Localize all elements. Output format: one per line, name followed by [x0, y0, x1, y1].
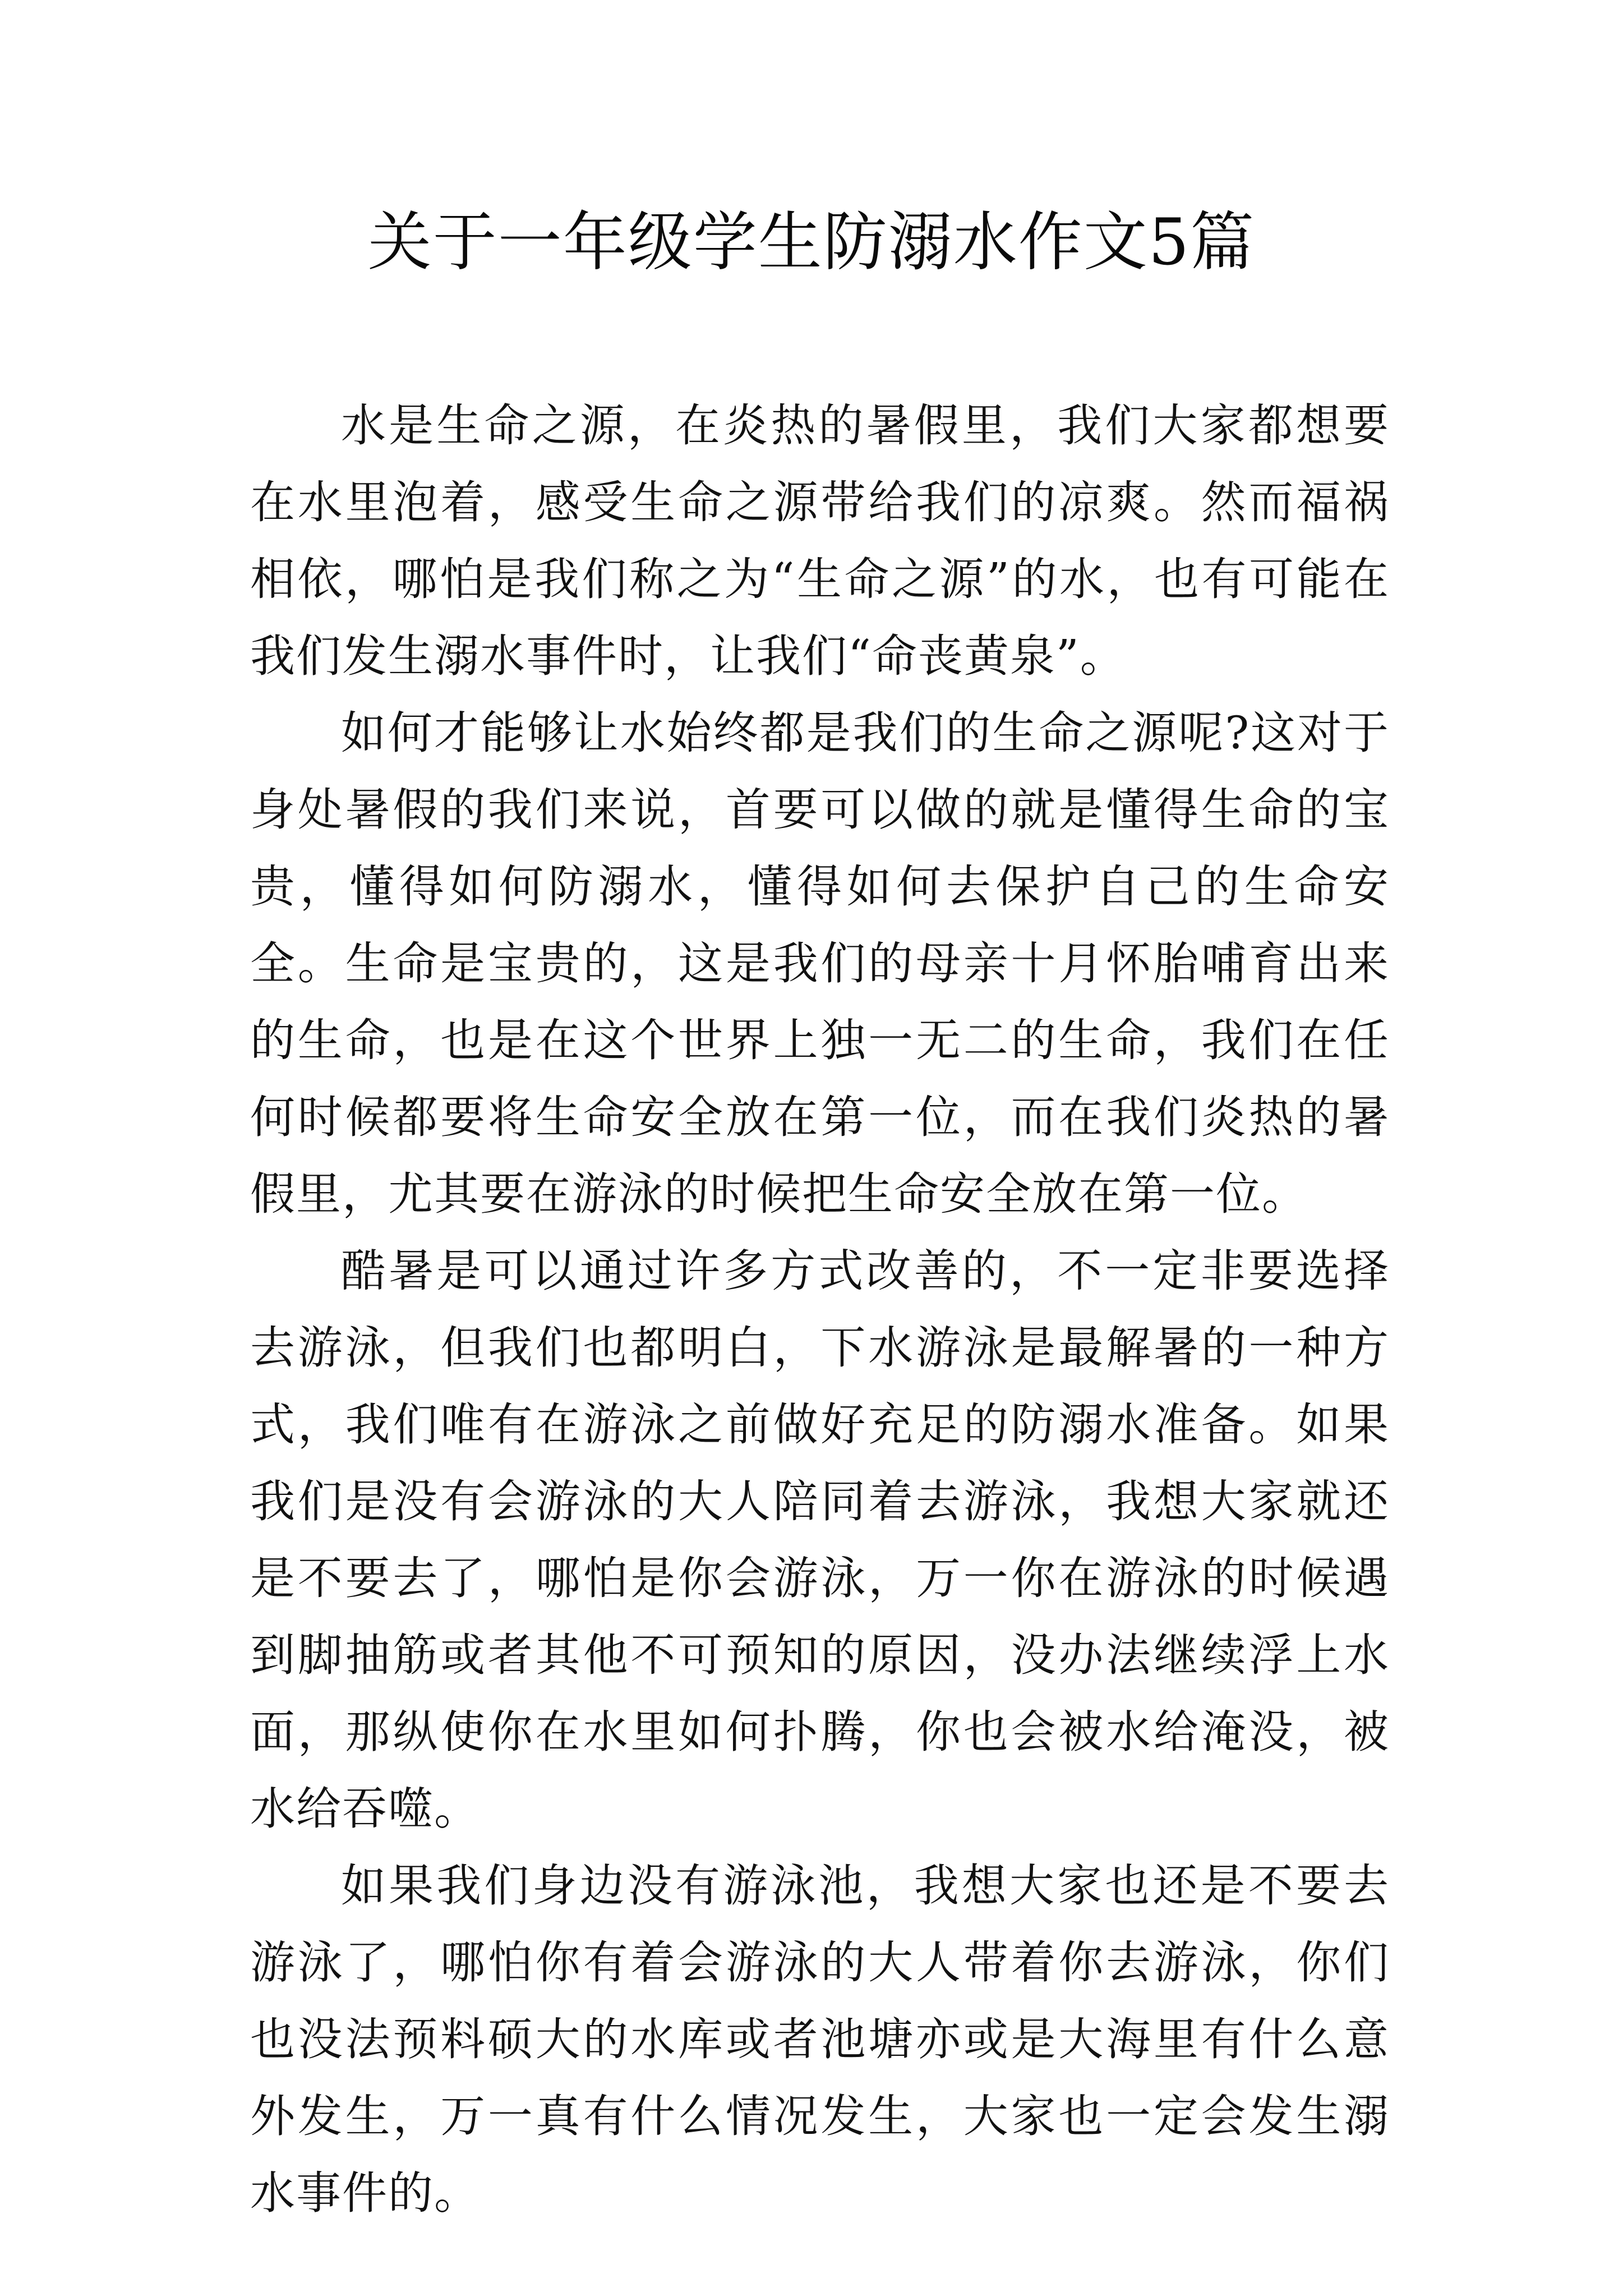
- paragraph-1: 水是生命之源，在炎热的暑假里，我们大家都想要在水里泡着，感受生命之源带给我们的凉爽。然而福祸相依，哪怕是我们称之为“生命之源”的水，也有可能在我们发生溺水事件时，让我们“命丧黄泉”。: [250, 399, 1390, 682]
- document-body: [250, 387, 1390, 2231]
- document-title: 关于一年级学生防溺水作文5篇: [367, 205, 1256, 279]
- paragraph-4: 如果我们身边没有游泳池，我想大家也还是不要去游泳了，哪怕你有着会游泳的大人带着你去游泳，你们也没法预料硕大的水库或者池塘亦或是大海里有什么意外发生，万一真有什么情况发生，大家也一定会发生溺水事件的。: [250, 1860, 1390, 2219]
- paragraph-2: 如何才能够让水始终都是我们的生命之源呢?这对于身处暑假的我们来说，首要可以做的就是懂得生命的宝贵，懂得如何防溺水，懂得如何去保护自己的生命安全。生命是宝贵的，这是我们的母亲十月怀胎哺育出来的生命，也是在这个世界上独一无二的生命，我们在任何时候都要将生命安全放在第一位，而在我们炎热的暑假里，尤其要在游泳的时候把生命安全放在第一位。: [250, 707, 1390, 1220]
- paragraph-3: 酷暑是可以通过许多方式改善的，不一定非要选择去游泳，但我们也都明白，下水游泳是最解暑的一种方式，我们唯有在游泳之前做好充足的防溺水准备。如果我们是没有会游泳的大人陪同着去游泳，我想大家就还是不要去了，哪怕是你会游泳，万一你在游泳的时候遇到脚抽筋或者其他不可预知的原因，没办法继续浮上水面，那纵使你在水里如何扑腾，你也会被水给淹没，被水给吞噬。: [250, 1245, 1390, 1835]
